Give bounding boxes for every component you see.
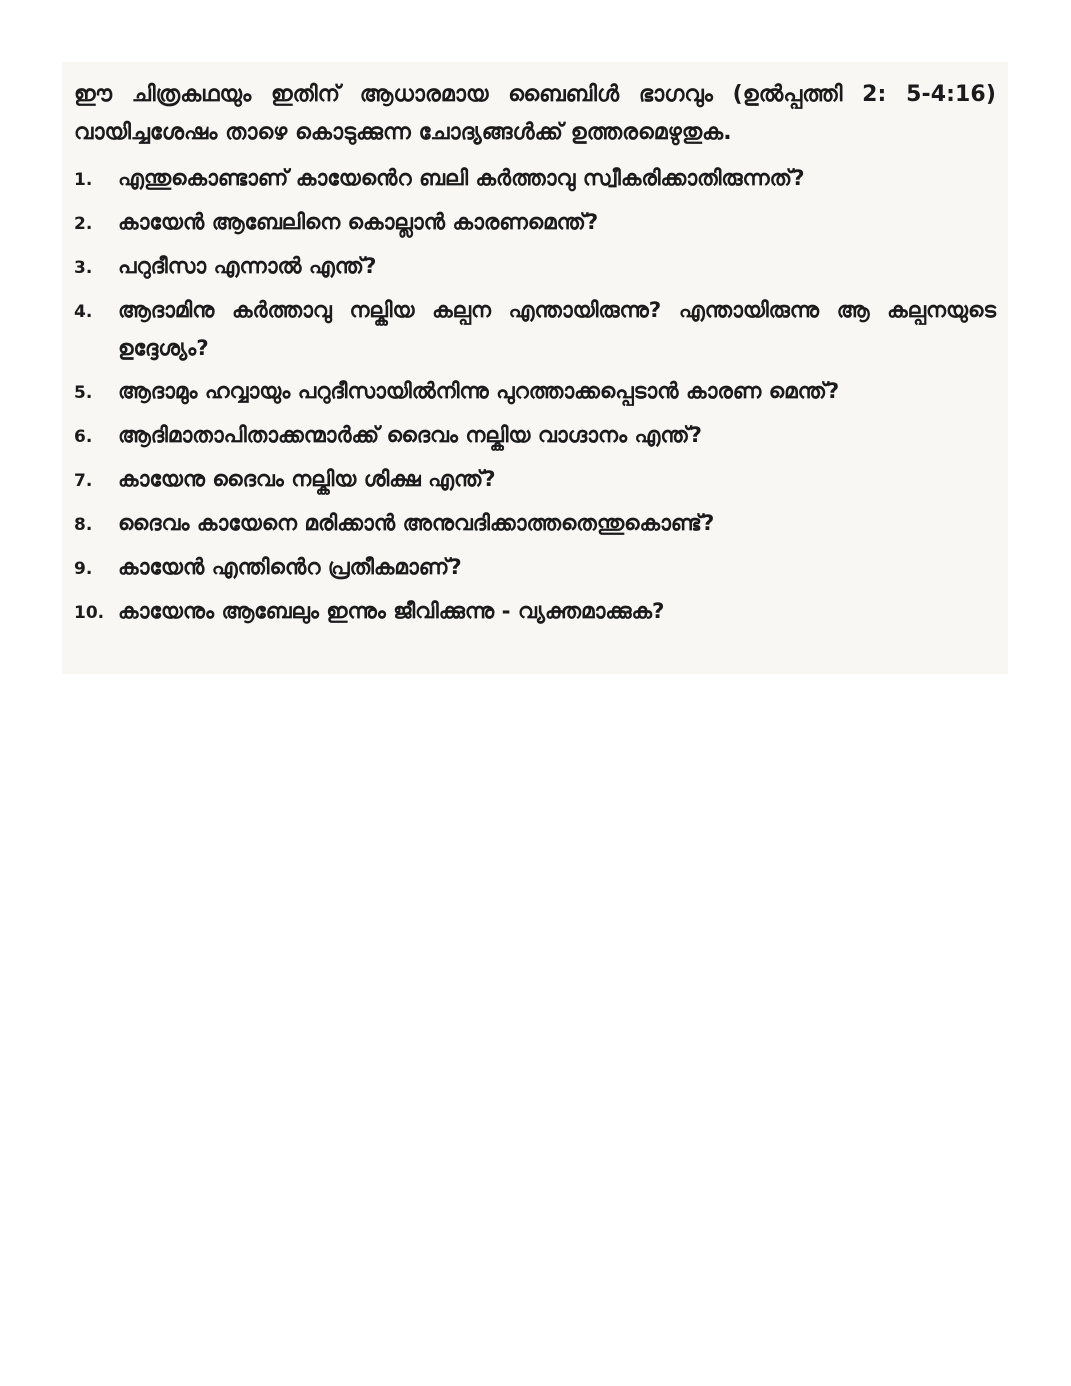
question-item xyxy=(74,248,996,287)
question-number: 3. xyxy=(74,258,93,278)
question-number: 5. xyxy=(74,383,93,403)
question-text: ദൈവം കായേനെ മരിക്കാൻ അനുവദിക്കാത്തതെന്തുകൊണ്ട്? xyxy=(118,511,715,536)
intro-paragraph: ഈ ചിത്രകഥയും ഇതിന് ആധാരമായ ബൈബിൾ ഭാഗവും (ഉൽപ്പത്തി 2: 5-4:16) വായിച്ചശേഷം താഴെ കൊടുക്കുന്ന ചോദ്യങ്ങൾക്ക് ഉത്തരമെഴുതുക. xyxy=(74,82,996,145)
question-text: കായേൻ എന്തിൻെറ പ്രതീകമാണ്? xyxy=(118,555,462,580)
question-item xyxy=(74,505,996,544)
question-item xyxy=(74,417,996,456)
question-item xyxy=(74,160,996,199)
question-number: 2. xyxy=(74,214,93,234)
scanned-page xyxy=(62,62,1008,674)
question-item xyxy=(74,373,996,412)
question-text: പറുദീസാ എന്നാൽ എന്ത്? xyxy=(118,254,377,279)
question-item xyxy=(74,204,996,243)
question-number: 8. xyxy=(74,515,93,535)
question-number: 7. xyxy=(74,471,93,491)
question-text: എന്തുകൊണ്ടാണ് കായേൻെറ ബലി കർത്താവു സ്വീകരിക്കാതിരുന്നത്? xyxy=(118,166,805,191)
question-number: 1. xyxy=(74,170,93,190)
question-text: ആദാമിനു കർത്താവു നല്കിയ കല്പന എന്തായിരുന്നു? എന്തായിരുന്നു ആ കല്പനയുടെ ഉദ്ദേശ്യം? xyxy=(118,298,996,361)
question-text: കായേനു ദൈവം നല്കിയ ശിക്ഷ എന്ത്? xyxy=(118,467,496,492)
question-list xyxy=(74,160,996,632)
question-item xyxy=(74,549,996,588)
question-text: ആദാമും ഹവ്വായും പറുദീസായിൽനിന്നു പുറത്താക്കപ്പെടാൻ കാരണ മെന്ത്? xyxy=(118,379,840,404)
question-number: 4. xyxy=(74,302,93,322)
question-number: 10. xyxy=(74,603,105,623)
question-text: കായേനും ആബേലും ഇന്നും ജീവിക്കുന്നു - വ്യക്തമാക്കുക? xyxy=(118,599,665,624)
question-number: 6. xyxy=(74,427,93,447)
question-text: കായേൻ ആബേലിനെ കൊല്ലാൻ കാരണമെന്ത്? xyxy=(118,210,599,235)
question-item xyxy=(74,593,996,632)
question-number: 9. xyxy=(74,559,93,579)
question-item xyxy=(74,292,996,368)
question-text: ആദിമാതാപിതാക്കന്മാർക്ക് ദൈവം നല്കിയ വാഗ്ദാനം എന്ത്? xyxy=(118,423,702,448)
question-item xyxy=(74,461,996,500)
